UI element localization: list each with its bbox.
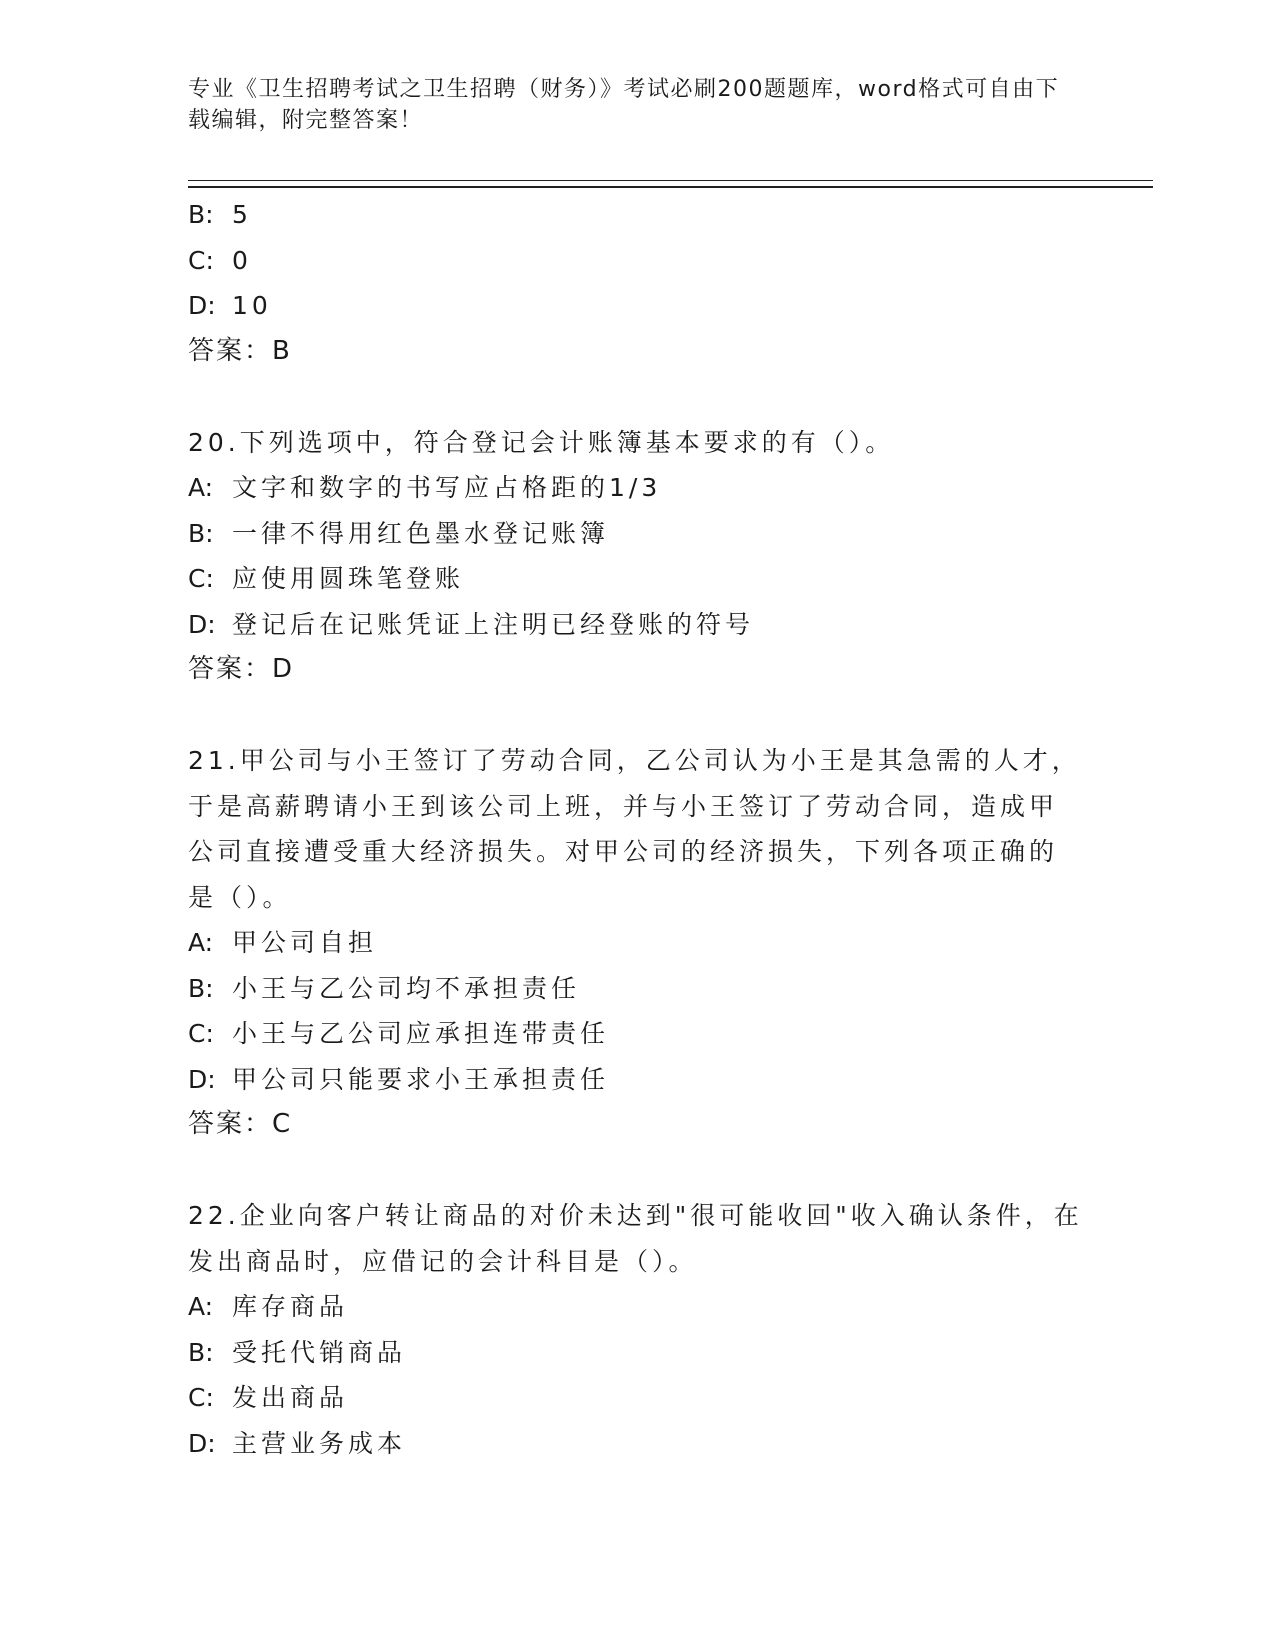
option-text: 应使用圆珠笔登账 [232, 564, 465, 593]
document-body [188, 192, 1088, 1466]
option-text: 10 [232, 291, 272, 320]
previous-question-tail [188, 192, 1088, 374]
option-line [188, 283, 1088, 329]
option-key: B: [188, 200, 214, 229]
option-line [188, 966, 1088, 1012]
answer-line: 答案：D [188, 654, 295, 684]
option-line [188, 1375, 1088, 1421]
option-text: 5 [232, 200, 252, 229]
option-key: C: [188, 564, 214, 593]
page-header: 专业《卫生招聘考试之卫生招聘（财务）》考试必刷200题题库，word格式可自由下载编辑，附完整答案！ [188, 77, 1060, 133]
option-key: A: [188, 1292, 214, 1321]
option-text: 库存商品 [232, 1292, 349, 1321]
option-key: D: [188, 291, 216, 320]
option-text: 主营业务成本 [232, 1428, 407, 1458]
option-text: 甲公司自担 [232, 928, 378, 957]
option-key: D: [188, 1428, 216, 1458]
option-key: B: [188, 518, 214, 548]
option-line [188, 556, 1088, 602]
answer-line: 答案：B [188, 335, 292, 366]
option-key: C: [188, 1019, 214, 1048]
option-line [188, 1330, 1088, 1376]
option-line [188, 1011, 1088, 1057]
answer-line: 答案：C [188, 1109, 293, 1139]
option-key: C: [188, 245, 214, 275]
option-text: 甲公司只能要求小王承担责任 [232, 1064, 610, 1094]
question-stem: 21.甲公司与小王签订了劳动合同，乙公司认为小王是其急需的人才， [188, 746, 1081, 775]
option-line [188, 511, 1088, 557]
question-stem: 于是高薪聘请小王到该公司上班，并与小王签订了劳动合同，造成甲 [188, 791, 1059, 821]
option-text: 一律不得用红色墨水登记账簿 [232, 518, 610, 548]
option-key: B: [188, 973, 214, 1003]
question-stem: 发出商品时，应借记的会计科目是（）。 [188, 1246, 698, 1276]
option-text: 受托代销商品 [232, 1337, 407, 1367]
question-stem: 20.下列选项中，符合登记会计账簿基本要求的有（）。 [188, 427, 895, 457]
option-text: 小王与乙公司应承担连带责任 [232, 1019, 610, 1048]
question-20 [188, 420, 1088, 693]
option-line [188, 1421, 1088, 1467]
option-line [188, 465, 1088, 511]
option-key: D: [188, 609, 216, 639]
option-key: A: [188, 473, 214, 502]
option-key: A: [188, 928, 214, 957]
option-line [188, 602, 1088, 648]
option-text: 文字和数字的书写应占格距的1/3 [232, 473, 662, 502]
option-line [188, 920, 1088, 966]
option-line [188, 192, 1088, 238]
option-line [188, 1057, 1088, 1103]
option-key: C: [188, 1383, 214, 1412]
option-text: 发出商品 [232, 1383, 349, 1412]
question-22 [188, 1193, 1088, 1466]
question-stem: 22.企业向客户转让商品的对价未达到"很可能收回"收入确认条件，在 [188, 1201, 1083, 1230]
question-21 [188, 738, 1088, 1148]
option-key: B: [188, 1337, 214, 1367]
option-line [188, 238, 1088, 284]
option-text: 小王与乙公司均不承担责任 [232, 973, 581, 1003]
option-text: 登记后在记账凭证上注明已经登账的符号 [232, 609, 755, 639]
header-divider [188, 180, 1153, 188]
question-stem: 公司直接遭受重大经济损失。对甲公司的经济损失，下列各项正确的 [188, 837, 1059, 866]
question-stem: 是（）。 [188, 882, 292, 912]
option-line [188, 1284, 1088, 1330]
option-key: D: [188, 1064, 216, 1094]
option-text: 0 [232, 245, 252, 275]
